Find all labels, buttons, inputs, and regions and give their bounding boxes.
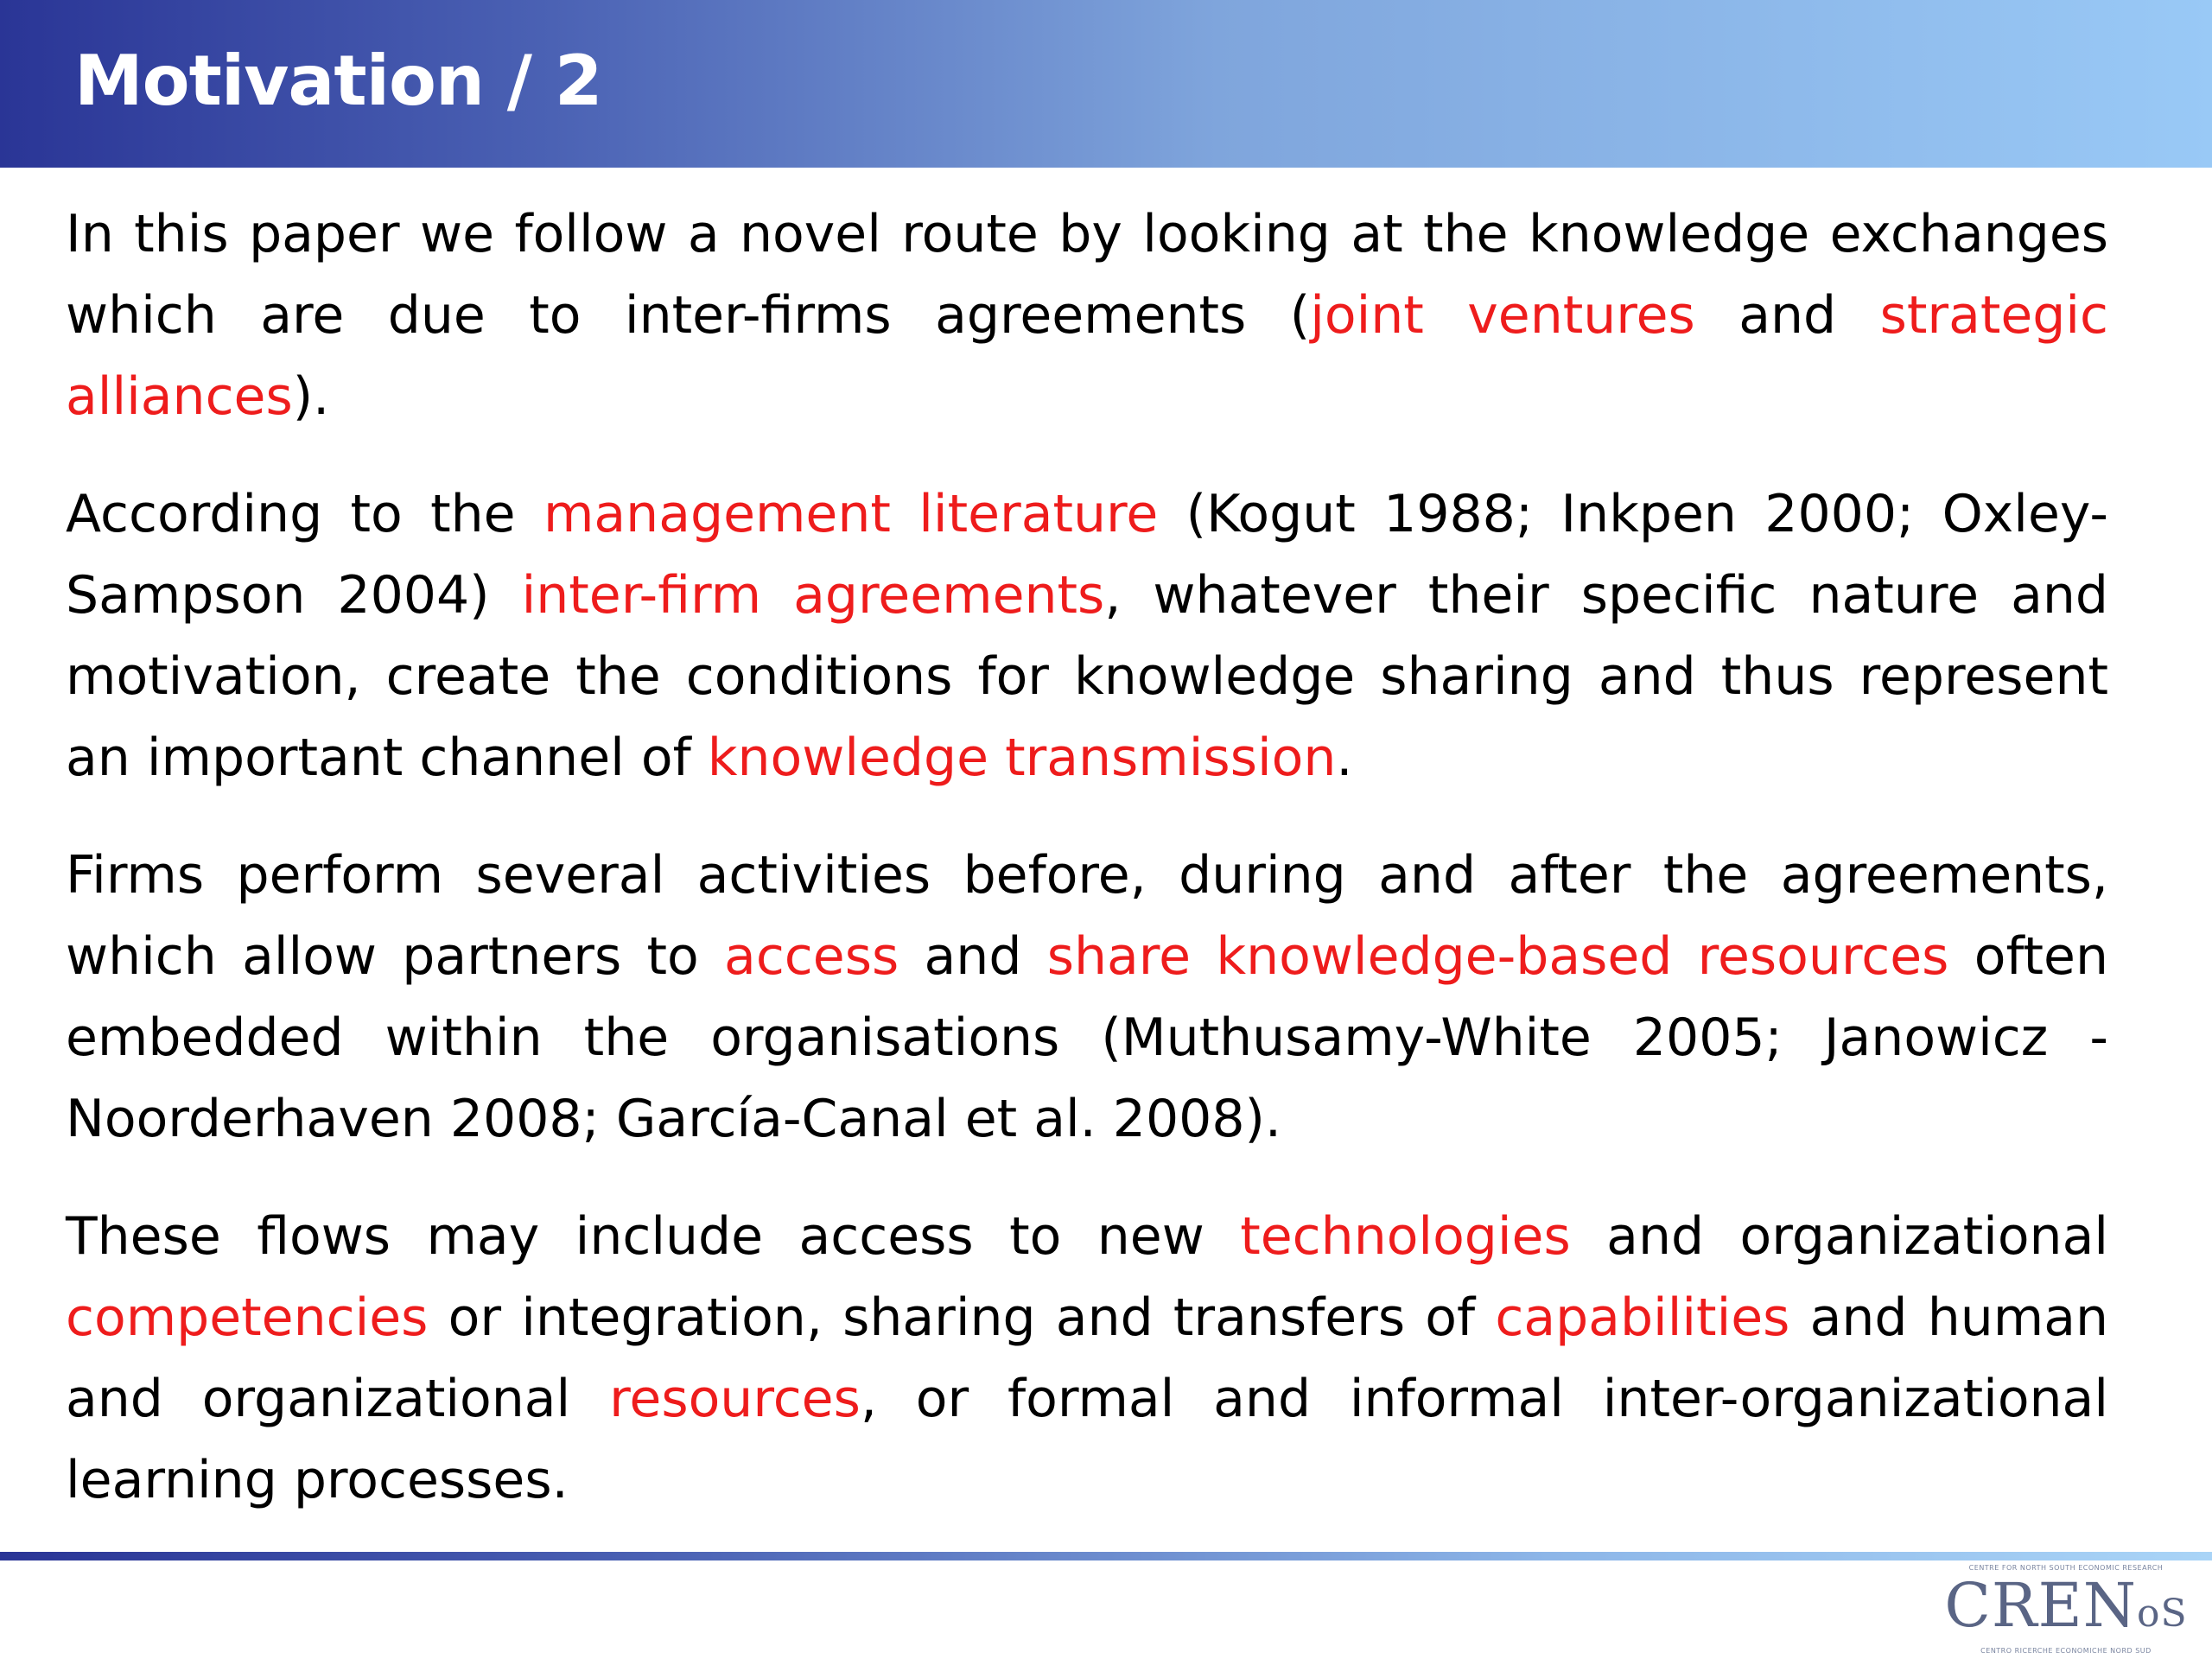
highlighted-term: inter-firm agreements xyxy=(521,565,1105,626)
text-segment: or integration, sharing and transfers of xyxy=(428,1287,1496,1348)
highlighted-term: joint ventures xyxy=(1310,285,1695,346)
text-segment: According to the xyxy=(66,484,543,544)
highlighted-term: knowledge transmission xyxy=(707,728,1337,788)
logo-word-end: S xyxy=(2160,1592,2188,1636)
text-segment: often embedded within the organisations (Muthusamy-White 2005; Janowicz -Noorderhaven 2008; García-Canal et al. 2008). xyxy=(66,926,2108,1149)
highlighted-term: capabilities xyxy=(1495,1287,1790,1348)
paragraph-4 xyxy=(66,1196,2108,1521)
text-segment: and xyxy=(899,926,1047,987)
title-bar xyxy=(0,0,2212,168)
paragraph-1 xyxy=(66,194,2108,437)
paragraph-3 xyxy=(66,835,2108,1160)
text-segment: Firms perform several activities before, during and after the agreements, which allow partners to xyxy=(66,845,2108,987)
text-segment: , or formal and informal inter-organizational learning processes. xyxy=(66,1369,2108,1510)
crenos-logo xyxy=(1941,1562,2191,1654)
footer-divider xyxy=(0,1552,2212,1560)
highlighted-term: share knowledge-based resources xyxy=(1046,926,1949,987)
highlighted-term: strategic alliances xyxy=(66,285,2109,427)
logo-wordmark xyxy=(1941,1570,2191,1647)
logo-tagline-top: CENTRE FOR NORTH SOUTH ECONOMIC RESEARCH xyxy=(1968,1564,2164,1572)
highlighted-term: competencies xyxy=(66,1287,429,1348)
text-segment: . xyxy=(1336,728,1353,788)
highlighted-term: resources xyxy=(609,1369,861,1429)
text-segment: ). xyxy=(292,366,330,427)
text-segment: These flows may include access to new xyxy=(66,1206,1241,1267)
highlighted-term: technologies xyxy=(1240,1206,1571,1267)
slide-body xyxy=(66,194,2108,1557)
text-segment: (Kogut 1988; Inkpen 2000; Oxley-Sampson 2004) xyxy=(66,484,2108,626)
text-segment: In this paper we follow a novel route by looking at the knowledge exchanges which are due to inter-firms agreements ( xyxy=(66,204,2108,346)
highlighted-term: management literature xyxy=(543,484,1159,544)
text-segment: , whatever their specific nature and motivation, create the conditions for knowledge sharing and thus represent an important channel of xyxy=(66,565,2109,788)
text-segment: and organizational xyxy=(1570,1206,2109,1267)
text-segment: and human and organizational xyxy=(66,1287,2109,1429)
paragraph-2 xyxy=(66,474,2108,798)
logo-word-main: CREN xyxy=(1944,1570,2137,1641)
logo-tagline-bottom: CENTRO RICERCHE ECONOMICHE NORD SUD xyxy=(1980,1647,2152,1655)
logo-word-small: o xyxy=(2136,1592,2161,1636)
highlighted-term: access xyxy=(724,926,899,987)
slide-title: Motivation / 2 xyxy=(74,41,602,121)
text-segment: and xyxy=(1694,285,1880,346)
